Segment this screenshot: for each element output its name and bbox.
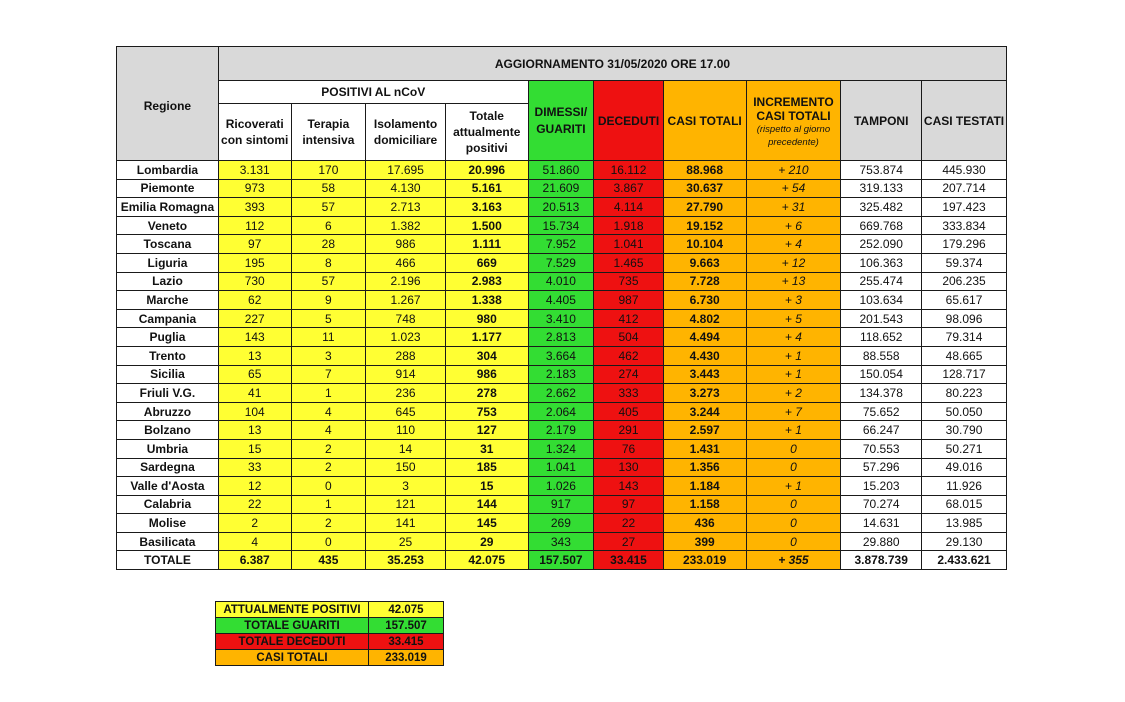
cell-casi-totali: 6.730 [663,291,746,310]
cell-totale-positivi: 144 [445,495,528,514]
cell-ricoverati: 41 [218,384,291,403]
cell-regione: Bolzano [117,421,219,440]
cell-totale-positivi: 1.338 [445,291,528,310]
cell-deceduti: 143 [594,477,664,496]
cell-regione: Sardegna [117,458,219,477]
cell-terapia: 28 [291,235,366,254]
cell-casi-testati: 445.930 [922,161,1007,180]
cell-casi-totali: 399 [663,532,746,551]
cell-casi-testati: 59.374 [922,253,1007,272]
cell-ricoverati: 62 [218,291,291,310]
cell-casi-totali: 4.494 [663,328,746,347]
cell-tamponi: 103.634 [841,291,922,310]
table-body [117,161,1007,570]
summary-table [215,601,444,666]
cell-terapia: 9 [291,291,366,310]
cell-ricoverati: 12 [218,477,291,496]
cell-totale-positivi: 15 [445,477,528,496]
table-row [117,179,1007,198]
table-row [117,477,1007,496]
cell-isolamento: 645 [366,402,446,421]
cell-terapia: 6 [291,216,366,235]
cell-regione: Liguria [117,253,219,272]
cell-regione: TOTALE [117,551,219,570]
cell-totale-positivi: 145 [445,514,528,533]
cell-isolamento: 17.695 [366,161,446,180]
table-row [117,346,1007,365]
cell-casi-testati: 29.130 [922,532,1007,551]
header-regione: Regione [117,47,219,161]
cell-regione: Calabria [117,495,219,514]
table-row [117,384,1007,403]
cell-isolamento: 466 [366,253,446,272]
summary-row-guariti [216,618,444,634]
summary-value: 42.075 [369,602,444,618]
cell-casi-testati: 13.985 [922,514,1007,533]
cell-tamponi: 70.553 [841,439,922,458]
cell-deceduti: 987 [594,291,664,310]
header-totale-positivi: Totale attualmente positivi [445,104,528,161]
cell-isolamento: 141 [366,514,446,533]
table-row [117,532,1007,551]
cell-ricoverati: 97 [218,235,291,254]
table-row [117,402,1007,421]
table-row [117,514,1007,533]
cell-casi-totali: 9.663 [663,253,746,272]
cell-isolamento: 914 [366,365,446,384]
summary-label: TOTALE GUARITI [216,618,369,634]
cell-casi-testati: 197.423 [922,198,1007,217]
cell-terapia: 7 [291,365,366,384]
cell-totale-positivi: 5.161 [445,179,528,198]
cell-casi-totali: 1.158 [663,495,746,514]
cell-dimessi: 3.664 [528,346,594,365]
cell-casi-testati: 128.717 [922,365,1007,384]
cell-tamponi: 669.768 [841,216,922,235]
cell-regione: Valle d'Aosta [117,477,219,496]
cell-tamponi: 252.090 [841,235,922,254]
cell-deceduti: 735 [594,272,664,291]
cell-casi-testati: 48.665 [922,346,1007,365]
cell-tamponi: 325.482 [841,198,922,217]
cell-isolamento: 1.267 [366,291,446,310]
cell-casi-totali: 10.104 [663,235,746,254]
cell-casi-testati: 206.235 [922,272,1007,291]
cell-terapia: 58 [291,179,366,198]
cell-casi-testati: 2.433.621 [922,551,1007,570]
cell-isolamento: 4.130 [366,179,446,198]
table-row [117,272,1007,291]
cell-terapia: 5 [291,309,366,328]
table-row [117,253,1007,272]
cell-casi-totali: 27.790 [663,198,746,217]
cell-dimessi: 4.405 [528,291,594,310]
cell-ricoverati: 112 [218,216,291,235]
cell-tamponi: 75.652 [841,402,922,421]
cell-totale-positivi: 1.111 [445,235,528,254]
cell-tamponi: 255.474 [841,272,922,291]
cell-incremento: + 12 [746,253,841,272]
cell-tamponi: 3.878.739 [841,551,922,570]
cell-totale-positivi: 185 [445,458,528,477]
header-incremento [746,81,841,161]
cell-terapia: 0 [291,477,366,496]
table-row [117,458,1007,477]
cell-casi-testati: 30.790 [922,421,1007,440]
cell-totale-positivi: 42.075 [445,551,528,570]
cell-casi-testati: 65.617 [922,291,1007,310]
cell-tamponi: 319.133 [841,179,922,198]
cell-incremento: 0 [746,495,841,514]
cell-regione: Veneto [117,216,219,235]
cell-deceduti: 22 [594,514,664,533]
cell-isolamento: 1.023 [366,328,446,347]
cell-dimessi: 2.179 [528,421,594,440]
header-incremento-label: INCREMENTO CASI TOTALI [753,94,834,123]
cell-terapia: 1 [291,384,366,403]
cell-incremento: + 7 [746,402,841,421]
header-tamponi: TAMPONI [841,81,922,161]
cell-tamponi: 57.296 [841,458,922,477]
cell-ricoverati: 6.387 [218,551,291,570]
cell-casi-testati: 79.314 [922,328,1007,347]
header-ricoverati: Ricoverati con sintomi [218,104,291,161]
cell-incremento: 0 [746,514,841,533]
cell-totale-positivi: 753 [445,402,528,421]
cell-deceduti: 333 [594,384,664,403]
cell-tamponi: 66.247 [841,421,922,440]
cell-terapia: 57 [291,198,366,217]
cell-casi-totali: 4.802 [663,309,746,328]
cell-incremento: + 1 [746,421,841,440]
cell-totale-positivi: 980 [445,309,528,328]
cell-incremento: 0 [746,439,841,458]
cell-isolamento: 35.253 [366,551,446,570]
cell-ricoverati: 2 [218,514,291,533]
table-row [117,235,1007,254]
summary-label: TOTALE DECEDUTI [216,634,369,650]
cell-regione: Toscana [117,235,219,254]
cell-deceduti: 274 [594,365,664,384]
cell-terapia: 4 [291,421,366,440]
cell-dimessi: 343 [528,532,594,551]
cell-isolamento: 2.713 [366,198,446,217]
cell-totale-positivi: 3.163 [445,198,528,217]
table-row [117,216,1007,235]
cell-regione: Basilicata [117,532,219,551]
header-isolamento: Isolamento domiciliare [366,104,446,161]
summary-row-casi-totali [216,650,444,666]
cell-casi-totali: 3.244 [663,402,746,421]
cell-totale-positivi: 986 [445,365,528,384]
cell-tamponi: 753.874 [841,161,922,180]
cell-dimessi: 269 [528,514,594,533]
header-casi-testati: CASI TESTATI [922,81,1007,161]
cell-isolamento: 236 [366,384,446,403]
cell-casi-testati: 179.296 [922,235,1007,254]
cell-dimessi: 2.064 [528,402,594,421]
cell-casi-totali: 88.968 [663,161,746,180]
cell-totale-positivi: 31 [445,439,528,458]
cell-incremento: + 5 [746,309,841,328]
cell-incremento: + 3 [746,291,841,310]
cell-ricoverati: 730 [218,272,291,291]
cell-totale-positivi: 1.500 [445,216,528,235]
summary-value: 33.415 [369,634,444,650]
cell-incremento: + 355 [746,551,841,570]
cell-isolamento: 25 [366,532,446,551]
cell-casi-totali: 2.597 [663,421,746,440]
cell-terapia: 170 [291,161,366,180]
table-row [117,439,1007,458]
header-terapia: Terapia intensiva [291,104,366,161]
cell-dimessi: 1.324 [528,439,594,458]
cell-regione: Marche [117,291,219,310]
cell-incremento: + 4 [746,235,841,254]
cell-incremento: + 1 [746,365,841,384]
table-row [117,421,1007,440]
cell-terapia: 2 [291,439,366,458]
cell-casi-totali: 19.152 [663,216,746,235]
cell-ricoverati: 33 [218,458,291,477]
cell-terapia: 2 [291,458,366,477]
cell-incremento: + 54 [746,179,841,198]
cell-incremento: + 210 [746,161,841,180]
cell-dimessi: 7.952 [528,235,594,254]
cell-ricoverati: 973 [218,179,291,198]
cell-casi-totali: 436 [663,514,746,533]
cell-ricoverati: 13 [218,421,291,440]
cell-deceduti: 405 [594,402,664,421]
cell-regione: Abruzzo [117,402,219,421]
cell-dimessi: 917 [528,495,594,514]
cell-isolamento: 986 [366,235,446,254]
cell-casi-totali: 3.273 [663,384,746,403]
cell-ricoverati: 13 [218,346,291,365]
cell-terapia: 1 [291,495,366,514]
summary-label: ATTUALMENTE POSITIVI [216,602,369,618]
total-row [117,551,1007,570]
cell-regione: Emilia Romagna [117,198,219,217]
cell-tamponi: 201.543 [841,309,922,328]
table-row [117,161,1007,180]
cell-deceduti: 27 [594,532,664,551]
cell-regione: Campania [117,309,219,328]
cell-casi-testati: 333.834 [922,216,1007,235]
cell-ricoverati: 15 [218,439,291,458]
cell-deceduti: 291 [594,421,664,440]
table-title: AGGIORNAMENTO 31/05/2020 ORE 17.00 [218,47,1006,81]
cell-regione: Lombardia [117,161,219,180]
cell-tamponi: 134.378 [841,384,922,403]
cell-deceduti: 462 [594,346,664,365]
cell-terapia: 11 [291,328,366,347]
cell-ricoverati: 143 [218,328,291,347]
cell-incremento: 0 [746,458,841,477]
cell-incremento: + 2 [746,384,841,403]
cell-deceduti: 504 [594,328,664,347]
cell-tamponi: 88.558 [841,346,922,365]
header-positivi: POSITIVI AL nCoV [218,81,528,104]
cell-totale-positivi: 1.177 [445,328,528,347]
cell-totale-positivi: 278 [445,384,528,403]
cell-dimessi: 7.529 [528,253,594,272]
table-row [117,309,1007,328]
cell-totale-positivi: 29 [445,532,528,551]
cell-dimessi: 3.410 [528,309,594,328]
cell-incremento: + 1 [746,477,841,496]
summary-row-deceduti [216,634,444,650]
cell-deceduti: 1.041 [594,235,664,254]
cell-deceduti: 1.918 [594,216,664,235]
cell-incremento: 0 [746,532,841,551]
cell-regione: Sicilia [117,365,219,384]
cell-dimessi: 20.513 [528,198,594,217]
cell-totale-positivi: 20.996 [445,161,528,180]
cell-dimessi: 4.010 [528,272,594,291]
cell-totale-positivi: 2.983 [445,272,528,291]
cell-ricoverati: 22 [218,495,291,514]
table-row [117,495,1007,514]
cell-ricoverati: 65 [218,365,291,384]
cell-casi-totali: 1.356 [663,458,746,477]
cell-terapia: 57 [291,272,366,291]
cell-regione: Umbria [117,439,219,458]
cell-isolamento: 14 [366,439,446,458]
cell-ricoverati: 104 [218,402,291,421]
header-dimessi: DIMESSI/ GUARITI [528,81,594,161]
cell-tamponi: 150.054 [841,365,922,384]
table-row [117,365,1007,384]
cell-isolamento: 1.382 [366,216,446,235]
cell-terapia: 435 [291,551,366,570]
cell-isolamento: 2.196 [366,272,446,291]
cell-terapia: 8 [291,253,366,272]
cell-tamponi: 70.274 [841,495,922,514]
cell-deceduti: 97 [594,495,664,514]
cell-totale-positivi: 669 [445,253,528,272]
cell-regione: Lazio [117,272,219,291]
header-deceduti: DECEDUTI [594,81,664,161]
table-row [117,291,1007,310]
cell-casi-totali: 4.430 [663,346,746,365]
cell-casi-totali: 1.431 [663,439,746,458]
cell-totale-positivi: 304 [445,346,528,365]
cell-isolamento: 121 [366,495,446,514]
cell-tamponi: 29.880 [841,532,922,551]
cell-casi-testati: 80.223 [922,384,1007,403]
summary-value: 157.507 [369,618,444,634]
cell-dimessi: 1.041 [528,458,594,477]
cell-ricoverati: 3.131 [218,161,291,180]
cell-casi-totali: 30.637 [663,179,746,198]
cell-dimessi: 51.860 [528,161,594,180]
cell-casi-testati: 68.015 [922,495,1007,514]
cell-tamponi: 14.631 [841,514,922,533]
cell-isolamento: 3 [366,477,446,496]
cell-regione: Trento [117,346,219,365]
cell-terapia: 3 [291,346,366,365]
cell-deceduti: 4.114 [594,198,664,217]
cell-deceduti: 412 [594,309,664,328]
cell-dimessi: 21.609 [528,179,594,198]
cell-incremento: + 6 [746,216,841,235]
summary-label: CASI TOTALI [216,650,369,666]
cell-deceduti: 76 [594,439,664,458]
cell-isolamento: 110 [366,421,446,440]
cell-casi-totali: 1.184 [663,477,746,496]
cell-casi-testati: 11.926 [922,477,1007,496]
cell-regione: Molise [117,514,219,533]
cell-terapia: 4 [291,402,366,421]
summary-row-positivi [216,602,444,618]
cell-dimessi: 2.813 [528,328,594,347]
cell-terapia: 2 [291,514,366,533]
cell-incremento: + 1 [746,346,841,365]
cell-dimessi: 15.734 [528,216,594,235]
header-incremento-note: (rispetto al giorno precedente) [756,123,831,148]
cell-ricoverati: 4 [218,532,291,551]
cell-tamponi: 106.363 [841,253,922,272]
cell-ricoverati: 195 [218,253,291,272]
cell-deceduti: 16.112 [594,161,664,180]
cell-ricoverati: 227 [218,309,291,328]
cell-isolamento: 150 [366,458,446,477]
cell-deceduti: 33.415 [594,551,664,570]
cell-tamponi: 118.652 [841,328,922,347]
cell-dimessi: 2.183 [528,365,594,384]
cell-totale-positivi: 127 [445,421,528,440]
cell-regione: Piemonte [117,179,219,198]
cell-terapia: 0 [291,532,366,551]
cell-dimessi: 1.026 [528,477,594,496]
cell-casi-testati: 49.016 [922,458,1007,477]
cell-isolamento: 288 [366,346,446,365]
cell-deceduti: 130 [594,458,664,477]
cell-casi-totali: 3.443 [663,365,746,384]
cell-dimessi: 2.662 [528,384,594,403]
cell-isolamento: 748 [366,309,446,328]
cell-deceduti: 1.465 [594,253,664,272]
cell-tamponi: 15.203 [841,477,922,496]
cell-casi-totali: 233.019 [663,551,746,570]
cell-incremento: + 13 [746,272,841,291]
covid-regions-table [116,46,1007,570]
table-row [117,198,1007,217]
cell-casi-testati: 98.096 [922,309,1007,328]
cell-regione: Friuli V.G. [117,384,219,403]
table-row [117,328,1007,347]
cell-casi-testati: 50.271 [922,439,1007,458]
cell-casi-testati: 207.714 [922,179,1007,198]
cell-regione: Puglia [117,328,219,347]
cell-casi-totali: 7.728 [663,272,746,291]
summary-value: 233.019 [369,650,444,666]
cell-incremento: + 4 [746,328,841,347]
cell-deceduti: 3.867 [594,179,664,198]
cell-ricoverati: 393 [218,198,291,217]
cell-incremento: + 31 [746,198,841,217]
header-casi-totali: CASI TOTALI [663,81,746,161]
cell-casi-testati: 50.050 [922,402,1007,421]
cell-dimessi: 157.507 [528,551,594,570]
